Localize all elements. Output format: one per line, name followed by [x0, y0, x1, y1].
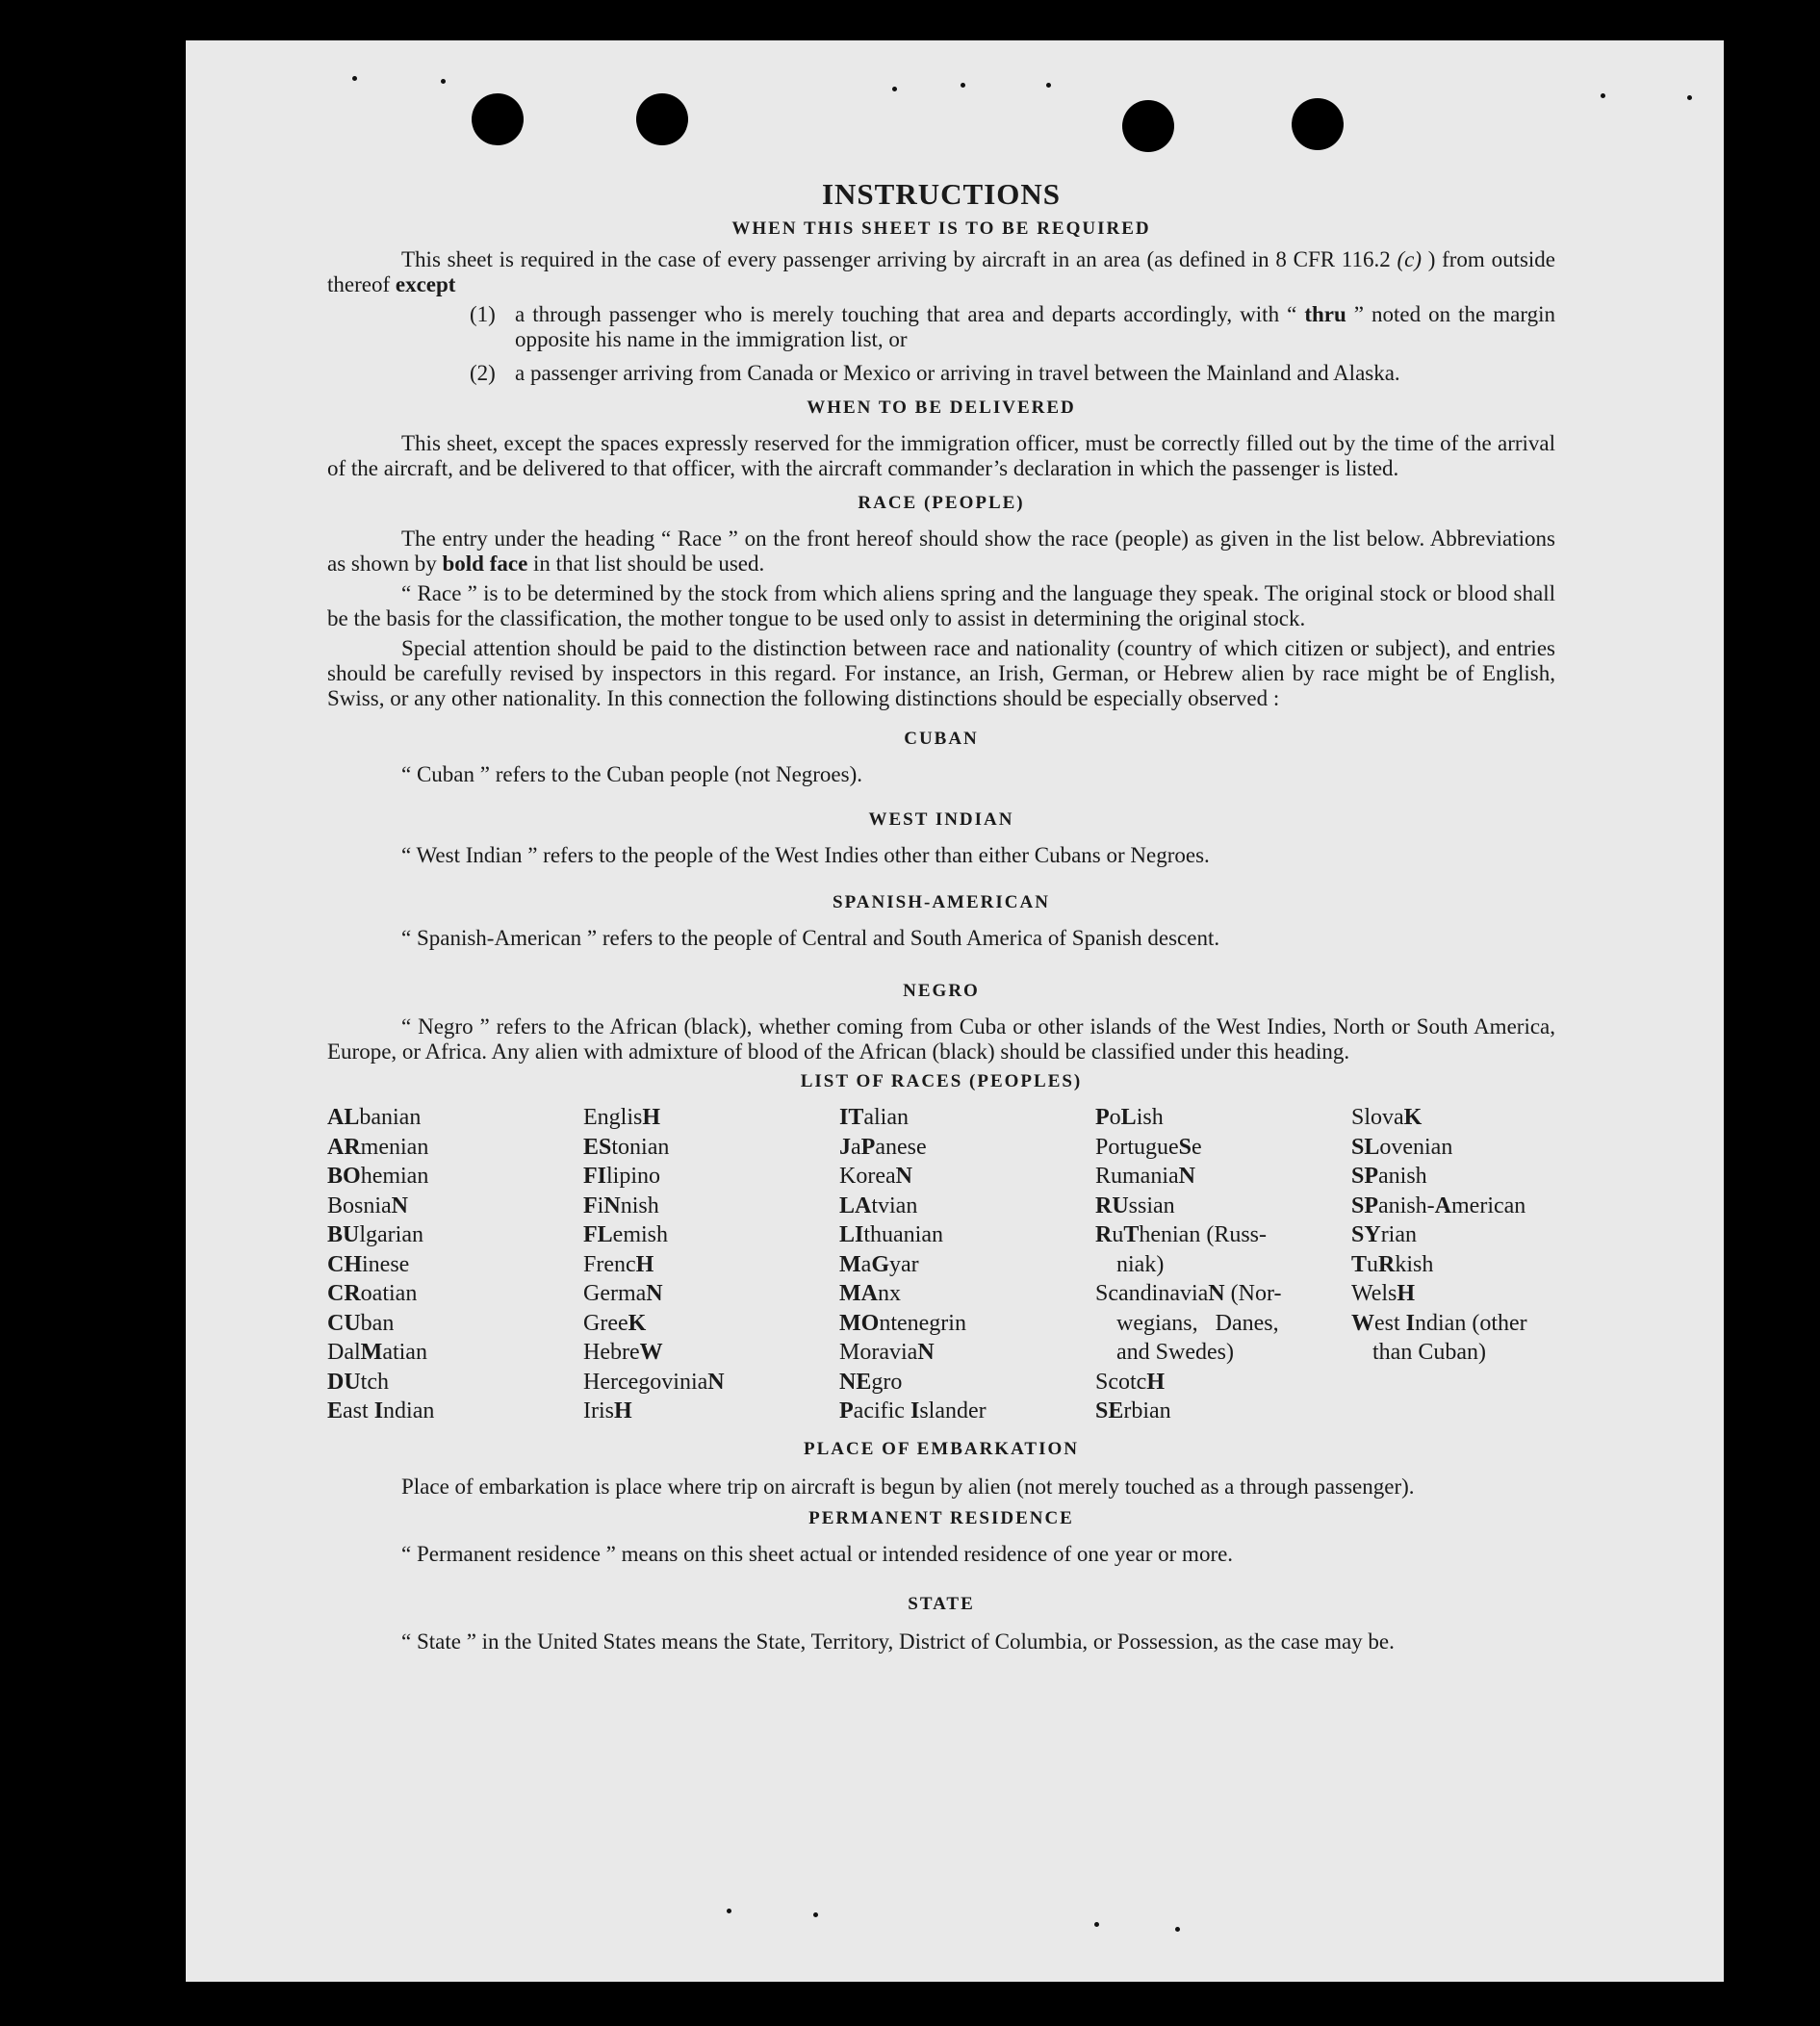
race-entry: PoLish: [1095, 1105, 1164, 1130]
races-column-5: [1351, 1103, 1555, 1426]
dust-speck: [1046, 83, 1051, 88]
race-entry: MoraviaN: [839, 1340, 935, 1365]
section-heading-state: STATE: [908, 1593, 975, 1614]
section-heading-negro: NEGRO: [903, 981, 980, 1001]
race-entry: DUtch: [327, 1369, 389, 1395]
race-entry: SErbian: [1095, 1398, 1171, 1423]
dust-speck: [1094, 1922, 1099, 1927]
residence-paragraph: “ Permanent residence ” means on this sheet actual or intended residence of one year or more.: [401, 1541, 1234, 1566]
dust-speck: [352, 76, 357, 81]
punch-hole: [1122, 100, 1174, 152]
negro-paragraph: “ Negro ” refers to the African (black), whether coming from Cuba or other islands of the West Indies, North or South America, Europe, or Africa. Any alien with admixture of blood of the African (black) should be classified under this heading.: [327, 1014, 1555, 1064]
race-entry: JaPanese: [839, 1134, 927, 1160]
race-entry: DalMatian: [327, 1340, 427, 1365]
section-heading-residence: PERMANENT RESIDENCE: [808, 1507, 1074, 1528]
cuban-paragraph: “ Cuban ” refers to the Cuban people (not Negroes).: [401, 762, 863, 786]
race-entry: WelsH: [1351, 1281, 1416, 1306]
race-entry: EnglisH: [583, 1105, 661, 1130]
races-list: [327, 1103, 1555, 1426]
race-entry: FiNnish: [583, 1193, 659, 1218]
dust-speck: [1687, 95, 1692, 100]
race-entry: CRoatian: [327, 1281, 418, 1306]
race-entry: RUssian: [1095, 1193, 1175, 1218]
west-indian-paragraph: “ West Indian ” refers to the people of the West Indies other than either Cubans or Negroes.: [401, 843, 1210, 867]
races-column-2: [583, 1103, 839, 1426]
race-entry: ScotcH: [1095, 1369, 1165, 1395]
punch-hole: [472, 93, 524, 145]
race-entry: ARmenian: [327, 1134, 429, 1160]
race-entry: PortugueSe: [1095, 1134, 1202, 1160]
race-paragraph-2: “ Race ” is to be determined by the stock from which aliens spring and the language they speak. The original stock or blood shall be the basis for the classification, the mother tongue to be used only to assist in determining the original stock.: [327, 581, 1555, 630]
race-paragraph-3: Special attention should be paid to the distinction between race and nationality (country of which citizen or subject), and entries should be carefully revised by inspectors in this regard. For instance, an Irish, German, or Hebrew alien by race might be of English, Swiss, or any other nationality. In this connection the following distinctions should be especially observed :: [327, 636, 1555, 710]
race-entry: LIthuanian: [839, 1222, 943, 1247]
races-column-1: [327, 1103, 583, 1426]
race-entry: EStonian: [583, 1134, 670, 1160]
dust-speck: [961, 83, 965, 88]
section-heading-delivered: WHEN TO BE DELIVERED: [807, 398, 1076, 418]
race-entry: ITalian: [839, 1105, 909, 1130]
race-entry: ALbanian: [327, 1105, 422, 1130]
dust-speck: [813, 1912, 818, 1917]
race-entry: FIlipino: [583, 1164, 661, 1189]
race-entry: FrencH: [583, 1251, 654, 1277]
dust-speck: [727, 1909, 731, 1913]
races-column-3: [839, 1103, 1095, 1426]
race-entry: MaGyar: [839, 1251, 919, 1277]
required-item-2: (2) a passenger arriving from Canada or Mexico or arriving in travel between the Mainland and Alaska.: [470, 361, 1400, 385]
race-entry: MAnx: [839, 1281, 901, 1306]
race-paragraph-1: The entry under the heading “ Race ” on the front hereof should show the race (people) as given in the list below. Abbreviations as shown by bold face in that list should be used.: [327, 526, 1555, 576]
section-heading-spanish-american: SPANISH-AMERICAN: [833, 892, 1050, 912]
race-entry: Pacific Islander: [839, 1398, 987, 1423]
dust-speck: [1601, 93, 1605, 98]
section-heading-west-indian: WEST INDIAN: [868, 809, 1014, 830]
race-entry: CHinese: [327, 1251, 410, 1277]
required-item-1: (1) a through passenger who is merely touching that area and departs accordingly, with “ thru ” noted on the margin opposite his name in the immigration list, or: [470, 302, 1555, 351]
race-entry: East Indian: [327, 1398, 435, 1423]
race-entry: SPanish-American: [1351, 1193, 1526, 1218]
race-entry: HercegoviniaN: [583, 1369, 725, 1395]
state-paragraph: “ State ” in the United States means the State, Territory, District of Columbia, or Possession, as the case may be.: [401, 1628, 1395, 1654]
section-heading-required: WHEN THIS SHEET IS TO BE REQUIRED: [731, 218, 1151, 239]
race-entry: NEgro: [839, 1369, 903, 1395]
race-entry: BUlgarian: [327, 1222, 423, 1247]
punch-hole: [1292, 98, 1344, 150]
race-entry: FLemish: [583, 1222, 668, 1247]
delivered-paragraph: This sheet, except the spaces expressly reserved for the immigration officer, must be correctly filled out by the time of the arrival of the aircraft, and be delivered to that officer, with the aircraft commander’s declaration in which the passenger is listed.: [327, 431, 1555, 480]
race-entry: MOntenegrin: [839, 1310, 966, 1336]
race-entry: LAtvian: [839, 1193, 918, 1218]
race-entry: RuThenian (Russ- niak): [1095, 1222, 1268, 1277]
required-paragraph: This sheet is required in the case of every passenger arriving by aircraft in an area (as defined in 8 CFR 116.2 (c) ) from outside thereof except: [327, 247, 1556, 296]
spanish-american-paragraph: “ Spanish-American ” refers to the people of Central and South America of Spanish descent.: [401, 926, 1220, 950]
dust-speck: [1175, 1927, 1180, 1932]
race-entry: CUban: [327, 1310, 395, 1336]
race-entry: IrisH: [583, 1398, 632, 1423]
race-entry: KoreaN: [839, 1164, 912, 1189]
section-heading-embarkation: PLACE OF EMBARKATION: [804, 1438, 1079, 1459]
instructions-content: [327, 177, 1555, 1656]
section-heading-race: RACE (PEOPLE): [858, 493, 1025, 513]
races-column-4: [1095, 1103, 1351, 1426]
race-entry: BosniaN: [327, 1193, 409, 1218]
dust-speck: [892, 87, 897, 91]
race-entry: RumaniaN: [1095, 1164, 1195, 1189]
race-entry: TuRkish: [1351, 1251, 1434, 1277]
race-entry: ScandinaviaN (Nor- wegians, Danes, and Swedes): [1095, 1281, 1282, 1365]
race-entry: SPanish: [1351, 1164, 1427, 1189]
page-title: INSTRUCTIONS: [821, 177, 1061, 211]
race-entry: SLovenian: [1351, 1134, 1453, 1160]
document-sheet: [186, 40, 1724, 1982]
race-entry: SlovaK: [1351, 1105, 1423, 1130]
section-heading-list-of-races: LIST OF RACES (PEOPLES): [800, 1071, 1083, 1091]
punch-hole: [636, 93, 688, 145]
race-entry: GermaN: [583, 1281, 663, 1306]
dust-speck: [441, 79, 446, 84]
section-heading-cuban: CUBAN: [904, 729, 979, 749]
race-entry: SYrian: [1351, 1222, 1417, 1247]
race-entry: HebreW: [583, 1340, 663, 1365]
race-entry: GreeK: [583, 1310, 647, 1336]
race-entry: BOhemian: [327, 1164, 429, 1189]
race-entry: West Indian (other than Cuban): [1351, 1310, 1527, 1365]
embarkation-paragraph: Place of embarkation is place where trip on aircraft is begun by alien (not merely touched as a through passenger).: [401, 1474, 1415, 1499]
